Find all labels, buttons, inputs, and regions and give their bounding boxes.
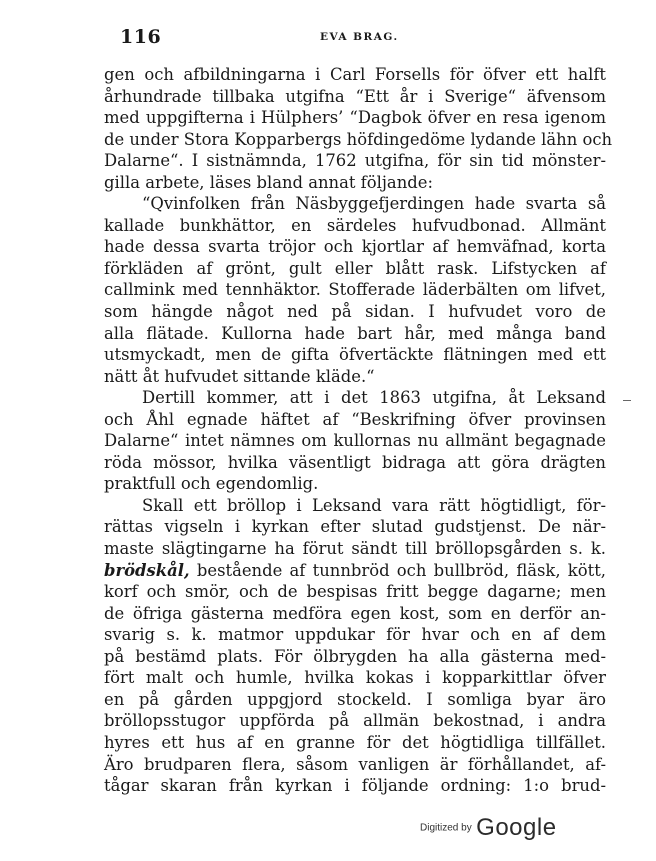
text-line-28: på bestämd plats. För ölbrygden ha alla gästerna med- [104, 646, 606, 666]
text-line-9: hade dessa svarta tröjor och kjortlar af hemväfnad, korta [104, 237, 606, 257]
text-line-6: gilla arbete, läses bland annat följande: [104, 172, 433, 192]
text-line-20: praktfull och egendomlig. [104, 474, 319, 494]
text-line-7: “Qvinfolken från Näsbyggefjerdingen hade svarta så [142, 194, 606, 214]
margin-mark [623, 400, 631, 405]
text-line-26: de öfriga gästerna medföra egen kost, som en derför an- [104, 603, 606, 623]
text-line-24 [104, 560, 606, 582]
text-line-18: Dalarne“ intet nämnes om kullornas nu allmänt begagnade [104, 431, 606, 451]
text-line-14: utsmyckadt, men de gifta öfvertäckte flätningen med ett [104, 345, 606, 365]
digitized-by-label: Digitized by [420, 822, 472, 834]
text-line-32: hyres ett hus af en granne för det högtidliga tillfället. [104, 732, 606, 752]
page-number: 116 [120, 26, 162, 48]
text-line-5: Dalarne“. I sistnämnda, 1762 utgifna, för sin tid mönster- [104, 151, 606, 171]
text-line-10: förkläden af grönt, gult eller blått rask. Lifstycken af [104, 258, 606, 278]
text-line-17: och Åhl egnade häftet af “Beskrifning öfver provinsen [104, 409, 606, 429]
text-line-29: fört malt och humle, hvilka kokas i kopparkittlar öfver [104, 668, 606, 688]
text-line-31: bröllopsstugor uppförda på allmän bekostnad, i andra [104, 711, 606, 731]
text-line-23: maste slägtingarne ha förut sändt till bröllopsgården s. k. [104, 539, 606, 559]
text-line-13: alla flätade. Kullorna hade bart hår, med många band [104, 323, 606, 343]
text-line-30: en på gården uppgjord stockeld. I somliga byar äro [104, 689, 606, 709]
text-line-8: kallade bunkhättor, en särdeles hufvudbonad. Allmänt [104, 215, 606, 235]
text-line-16: Dertill kommer, att i det 1863 utgifna, åt Leksand [142, 388, 606, 408]
digitized-by-google [420, 814, 557, 848]
page-header [104, 26, 604, 50]
text-line-22: rättas vigseln i kyrkan efter slutad gudstjenst. De när- [104, 517, 606, 537]
text-line-2: århundrade tillbaka utgifna “Ett år i Sverige“ äfvensom [104, 86, 606, 106]
running-head: EVA BRAG. [320, 31, 399, 43]
text-line-12: som hängde något ned på sidan. I hufvudet voro de [104, 302, 606, 322]
text-line-24-rest: bestående af tunnbröd och bullbröd, fläsk, kött, [196, 560, 606, 580]
text-line-21: Skall ett bröllop i Leksand vara rätt högtidligt, för- [142, 495, 606, 515]
google-logo: Google [476, 814, 557, 841]
text-line-33: Äro brudparen flera, såsom vanligen är förhållandet, af- [104, 754, 606, 774]
text-line-1: gen och afbildningarna i Carl Forsells för öfver ett halft [104, 65, 606, 84]
emphasis-brodskal: brödskål, [104, 560, 190, 580]
text-line-19: röda mössor, hvilka väsentligt bidraga att göra drägten [104, 452, 606, 472]
text-line-15: nätt åt hufvudet sittande kläde.“ [104, 366, 375, 386]
body-text [104, 64, 613, 797]
text-line-27: svarig s. k. matmor uppdukar för hvar och en af dem [104, 625, 606, 645]
text-line-11: callmink med tennhäktor. Stofferade läderbälten om lifvet, [104, 280, 606, 300]
text-line-4: de under Stora Kopparbergs höfdingedöme lydande lähn och [104, 129, 613, 149]
text-line-3: med uppgifterna i Hülphers’ “Dagbok öfver en resa igenom [104, 108, 606, 128]
text-line-34: tågar skaran från kyrkan i följande ordning: 1:o brud- [104, 776, 606, 796]
text-line-25: korf och smör, och de bespisas fritt begge dagarne; men [104, 582, 606, 602]
